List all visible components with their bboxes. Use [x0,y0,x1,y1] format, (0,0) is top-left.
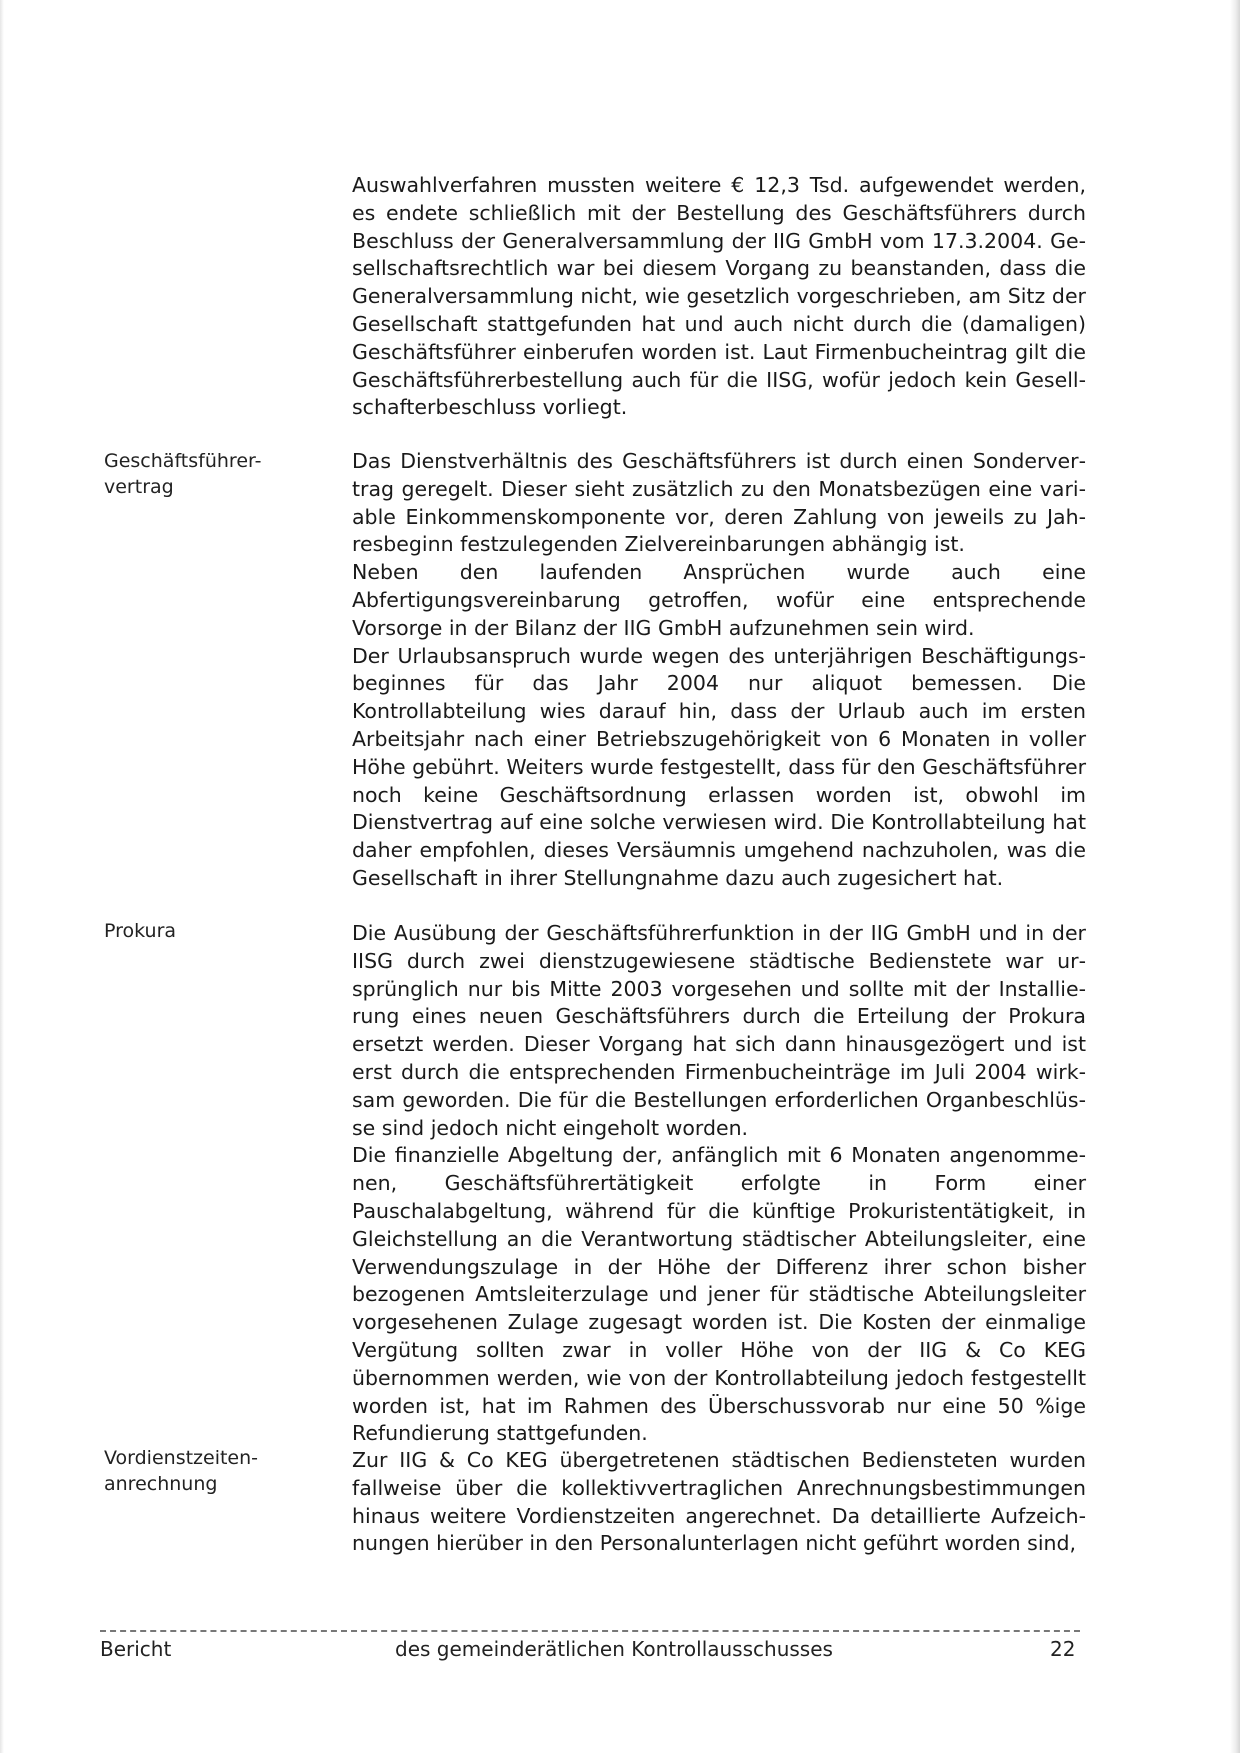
vertrag-section [352,448,1086,893]
footer-divider [100,1630,1080,1632]
prokura-section [352,920,1086,1448]
margin-label-line: anrechnung [104,1473,218,1495]
footer-left: Bericht [100,1637,172,1661]
vertrag-paragraph-3: Der Urlaubsanspruch wurde wegen des unterjährigen Beschäftigungsbeginnes für das Jahr 2004 nur aliquot bemessen. Die Kontrollabteilung wies darauf hin, dass der Urlaub auch im ersten Arbeitsjahr nach einer Betriebszugehörigkeit von 6 Monaten in voller Höhe gebührt. Weiters wurde festgestellt, dass für den Geschäftsführer noch keine Geschäftsordnung erlassen worden ist, obwohl im Dienstvertrag auf eine solche verwiesen wird. Die Kontrollabteilung hat daher empfohlen, dieses Versäumnis umgehend nachzuholen, was die Gesellschaft in ihrer Stellungnahme dazu auch zugesichert hat. [352,643,1086,890]
footer-center: des gemeinderätlichen Kontrollausschusses [395,1637,833,1661]
scan-shadow-left [0,0,4,1753]
prokura-paragraph-2: Die finanzielle Abgeltung der, anfänglich mit 6 Monaten angenommenen, Geschäftsführertätigkeit erfolgte in Form einer Pauschalabgeltung, während für die künftige Prokuristentätigkeit, in Gleichstellung an die Verantwortung städtischer Abteilungsleiter, eine Verwendungszulage in der Höhe der Differenz ihrer schon bisher bezogenen Amtsleiterzulage und jener für städtische Abteilungsleiter vorgesehenen Zulage zugesagt worden ist. Die Kosten der einmalige Vergütung sollten zwar in voller Höhe von der IIG & Co KEG übernommen werden, wie von der Kontrollabteilung jedoch festgestellt worden ist, hat im Rahmen des Überschussvorab nur eine 50 %ige Refundierung stattgefunden. [352,1143,1086,1446]
vertrag-paragraph-2: Neben den laufenden Ansprüchen wurde auch eine Abfertigungsvereinbarung getroffen, wofür eine entsprechende Vorsorge in der Bilanz der IIG GmbH aufzunehmen sein wird. [352,560,1086,640]
margin-label-line: Geschäftsführer- [104,450,262,472]
page-number: 22 [1050,1637,1076,1661]
vertrag-paragraph-1: Das Dienstverhältnis des Geschäftsführers ist durch einen Sondervertrag geregelt. Dieser sieht zusätzlich zu den Monatsbezügen eine variable Einkommenskomponente vor, deren Zahlung von jeweils zu Jahresbeginn festzulegenden Zielvereinbarungen abhängig ist. [352,449,1086,557]
margin-label-line: Vordienstzeiten- [104,1447,259,1469]
margin-label-line: Prokura [104,920,177,942]
margin-label-vordienstzeiten [104,1445,304,1497]
margin-label-prokura [104,918,304,944]
prokura-paragraph-1: Die Ausübung der Geschäftsführerfunktion in der IIG GmbH und in der IISG durch zwei dienstzugewiesene städtische Bedienstete war ursprünglich nur bis Mitte 2003 vorgesehen und sollte mit der Installierung eines neuen Geschäftsführers durch die Erteilung der Prokura ersetzt werden. Dieser Vorgang hat sich dann hinausgezögert und ist erst durch die entsprechenden Firmenbucheinträge im Juli 2004 wirksam geworden. Die für die Bestellungen erforderlichen Organbeschlüsse sind jedoch nicht eingeholt worden. [352,921,1086,1140]
vordienstzeiten-section [352,1447,1086,1558]
intro-section [352,172,1086,422]
intro-paragraph: Auswahlverfahren mussten weitere € 12,3 Tsd. aufgewendet werden, es endete schließlich mit der Bestellung des Geschäftsführers durch Beschluss der Generalversammlung der IIG GmbH vom 17.3.2004. Gesellschaftsrechtlich war bei diesem Vorgang zu beanstanden, dass die Generalversammlung nicht, wie gesetzlich vorgeschrieben, am Sitz der Gesellschaft stattgefunden hat und auch nicht durch die (damaligen) Geschäftsführer einberufen worden ist. Laut Firmenbucheintrag gilt die Geschäftsführerbestellung auch für die IISG, wofür jedoch kein Gesellschafterbeschluss vorliegt. [352,173,1086,420]
scan-shadow-right [1230,0,1240,1753]
margin-label-line: vertrag [104,476,174,498]
margin-label-geschaeftsfuehrervertrag [104,448,304,500]
vordienstzeiten-paragraph: Zur IIG & Co KEG übergetretenen städtischen Bediensteten wurden fallweise über die kollektivvertraglichen Anrechnungsbestimmungen hinaus weitere Vordienstzeiten angerechnet. Da detaillierte Aufzeichnungen hierüber in den Personalunterlagen nicht geführt worden sind, [352,1448,1086,1556]
